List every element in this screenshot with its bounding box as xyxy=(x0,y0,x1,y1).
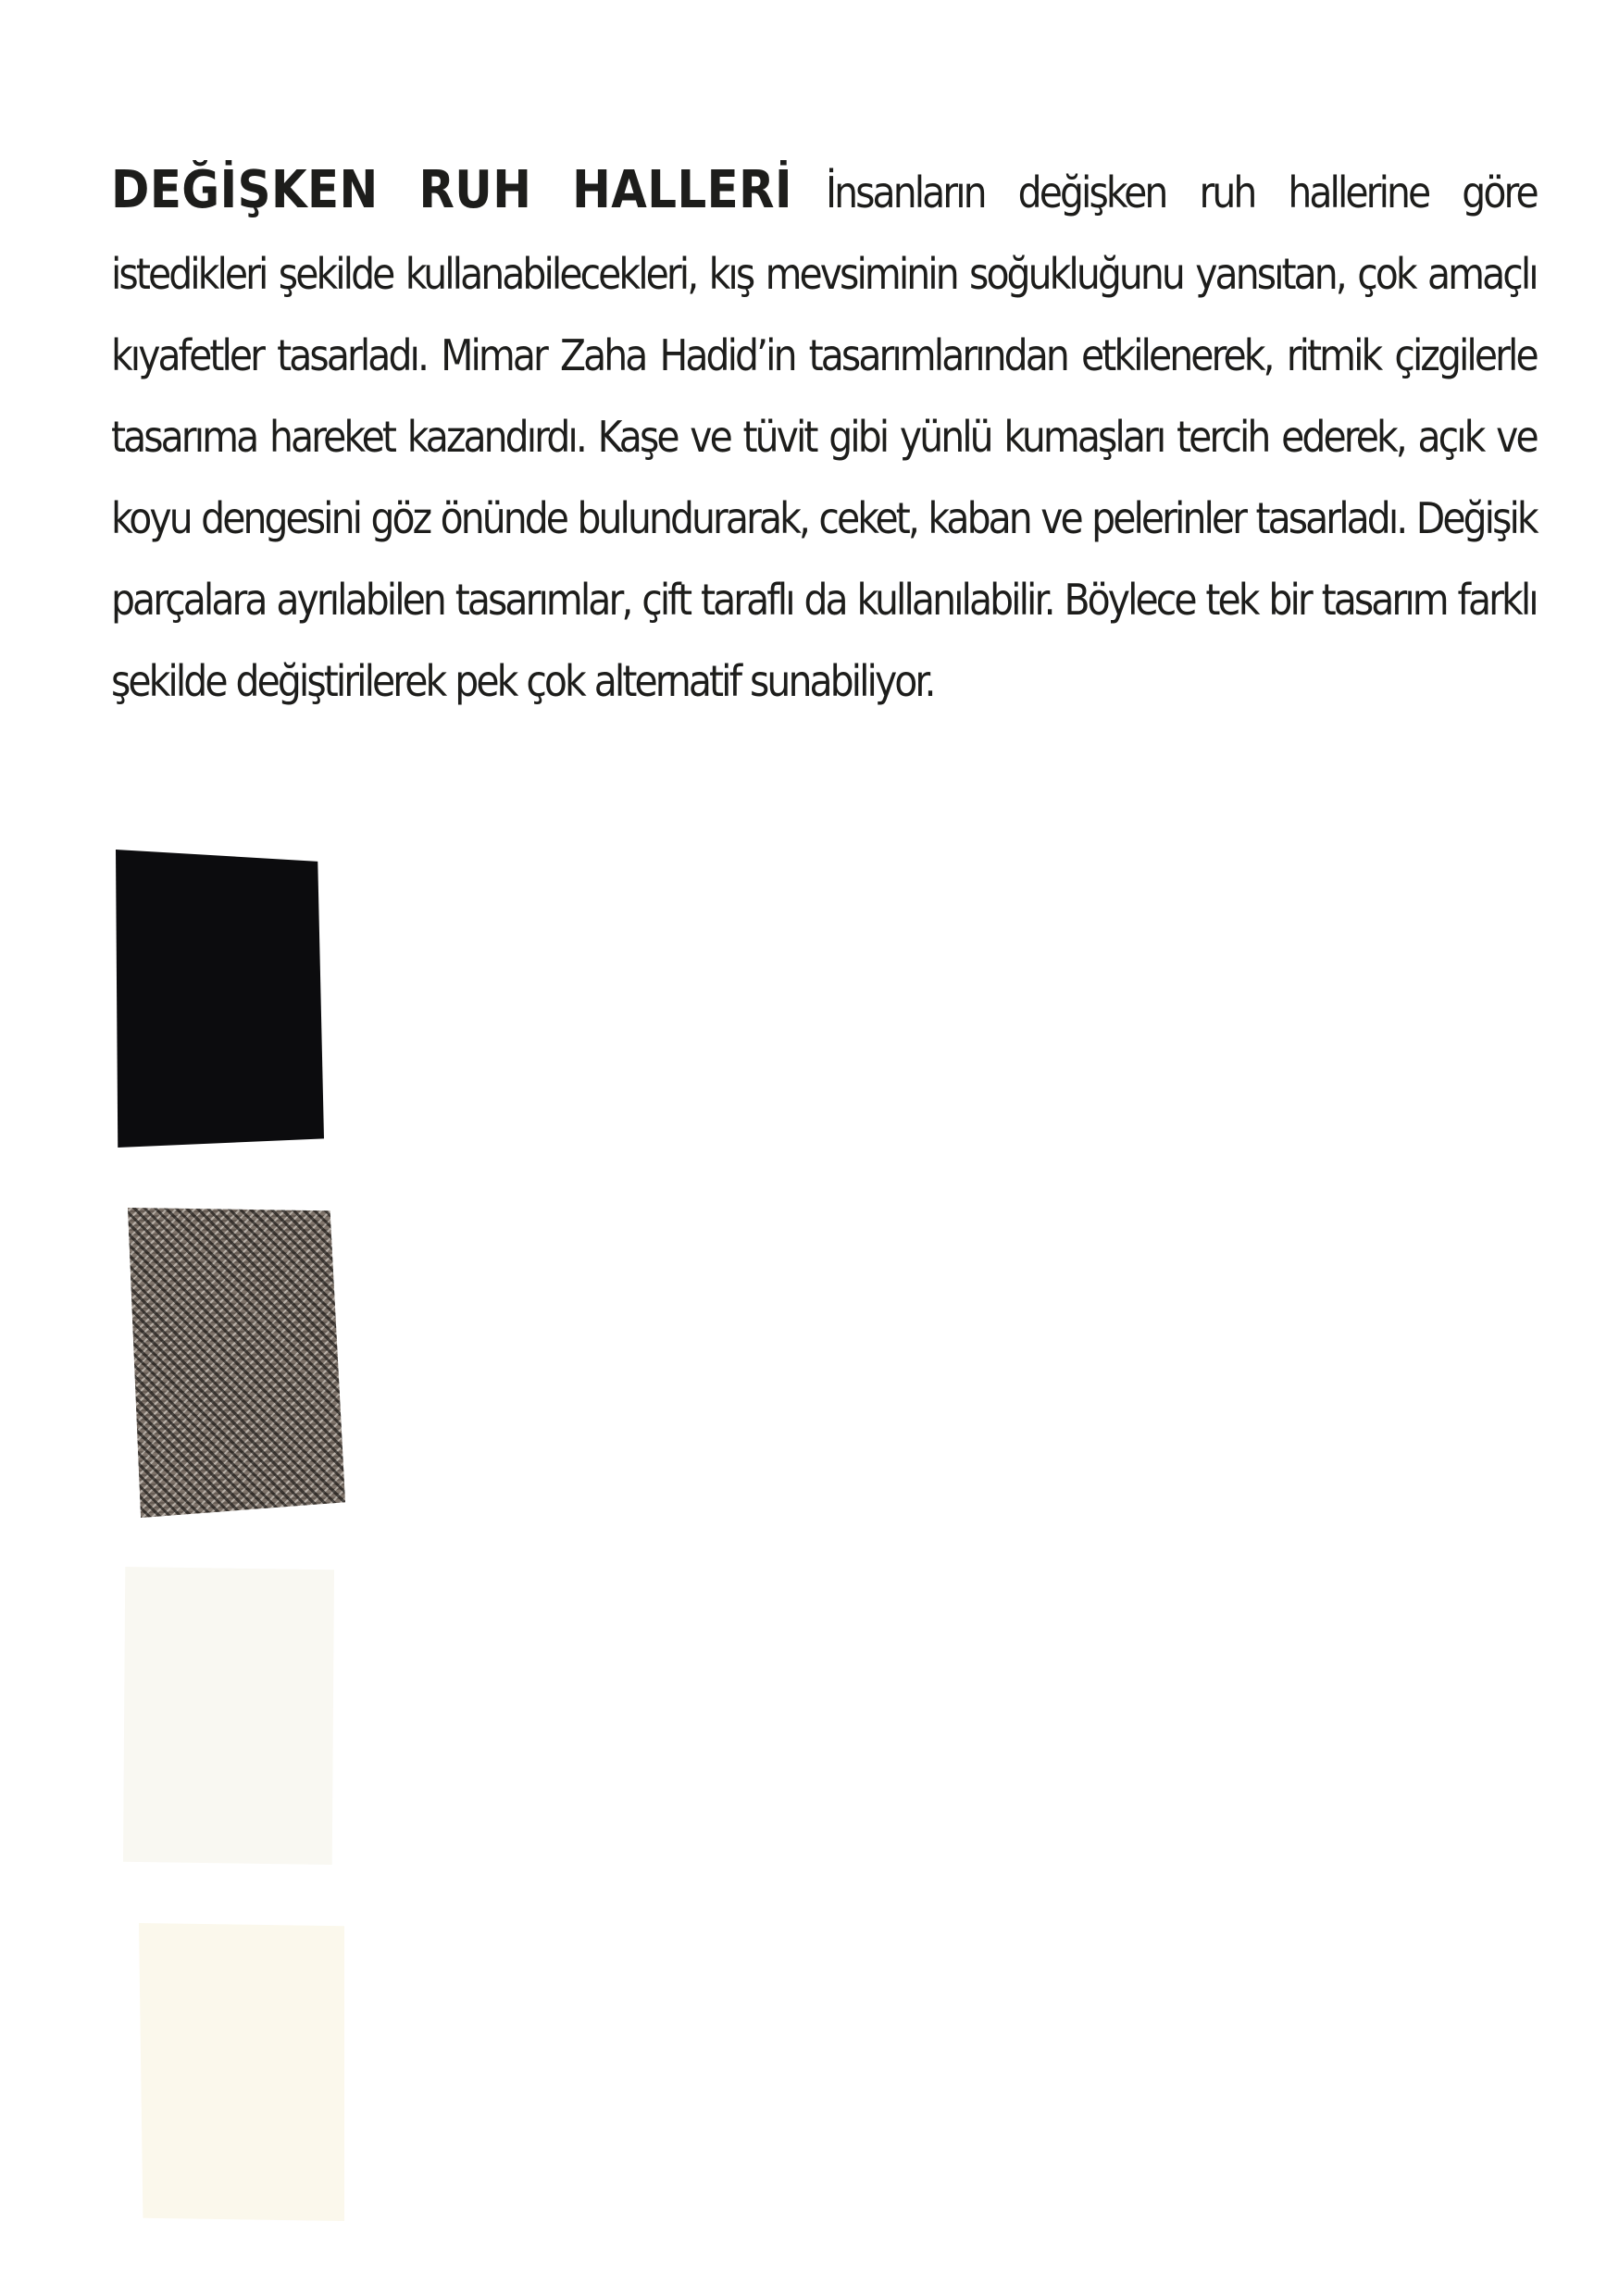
article-paragraph xyxy=(111,150,1537,722)
article-body: İnsanların değişken ruh hallerine göre istedikleri şekilde kullanabilecekleri, kış mevsiminin soğukluğunu yansıtan, çok amaçlı kıyafetler tasarladı. Mimar Zaha Hadid’in tasarımlarından etkilenerek, ritmik çizgilerle tasarıma hareket kazandırdı. Kaşe ve tüvit gibi yünlü kumaşları tercih ederek, açık ve koyu dengesini göz önünde bulundurarak, ceket, kaban ve pelerinler tasarladı. Değişik parçalara ayrılabilen tasarımlar, çift taraflı da kullanılabilir. Böylece tek bir tasarım farklı şekilde değiştirilerek pek çok alternatif sunabiliyor. xyxy=(111,168,1537,706)
fabric-swatch-black xyxy=(116,850,324,1148)
fabric-swatch-cream xyxy=(139,1923,344,2221)
fabric-swatch-white xyxy=(123,1567,334,1865)
article-heading: DEĞİŞKEN RUH HALLERİ xyxy=(111,160,792,220)
fabric-swatch-tweed xyxy=(128,1208,345,1518)
